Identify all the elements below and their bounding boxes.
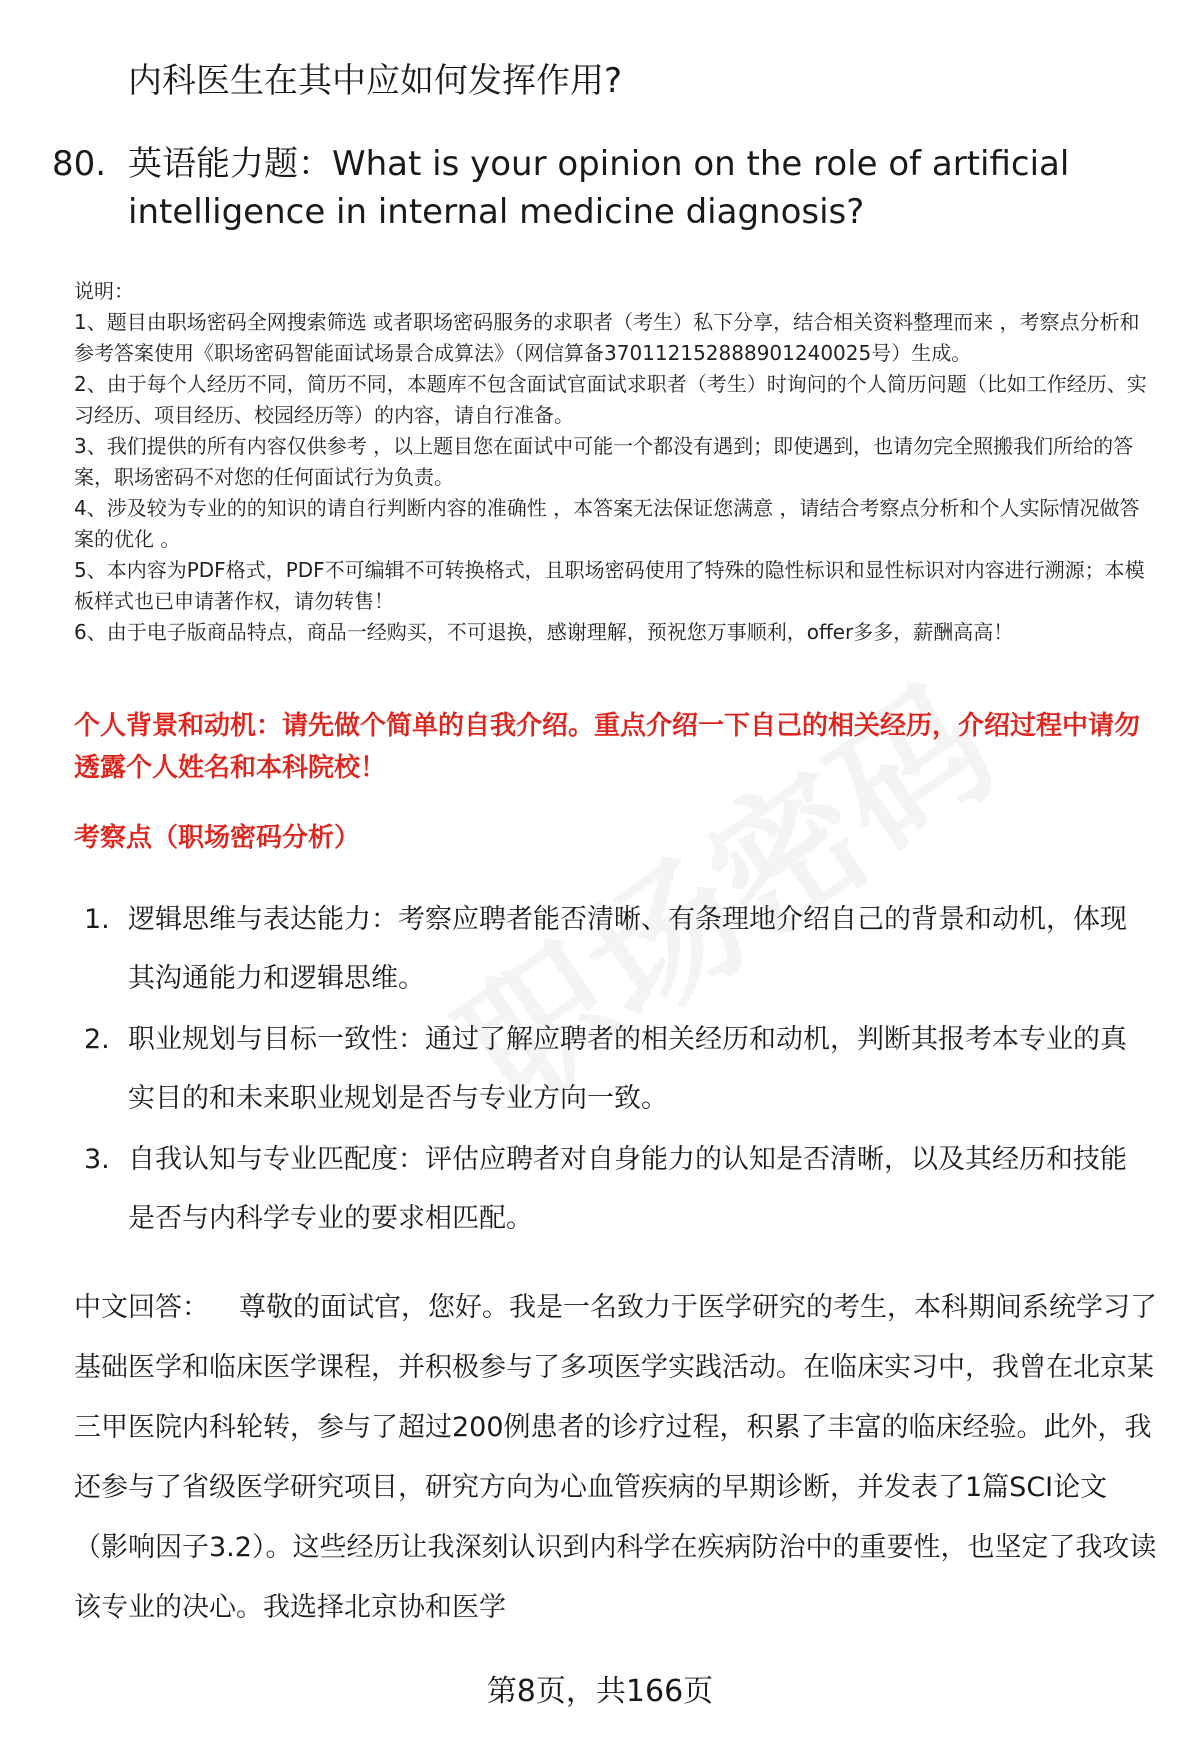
section-title: 个人背景和动机：请先做个简单的自我介绍。重点介绍一下自己的相关经历，介绍过程中请勿透露个人姓名和本科院校！ (74, 711, 1141, 783)
note-item: 2、由于每个人经历不同，简历不同，本题库不包含面试官面试求职者（考生）时询问的个人简历问题（比如工作经历、实习经历、项目经历、校园经历等）的内容，请自行准备。 (74, 372, 1147, 427)
answer-block (74, 1278, 1159, 1638)
point-text: 逻辑思维与表达能力：考察应聘者能否清晰、有条理地介绍自己的背景和动机，体现其沟通能力和逻辑思维。 (128, 904, 1127, 994)
note-item: 3、我们提供的所有内容仅供参考 ，以上题目您在面试中可能一个都没有遇到；即使遇到，也请勿完全照搬我们所给的答案，职场密码不对您的任何面试行为负责。 (74, 434, 1134, 489)
notes-block (74, 276, 1159, 648)
point-number: 2. (84, 1024, 110, 1055)
question-80 (52, 140, 1152, 236)
point-text: 自我认知与专业匹配度：评估应聘者对自身能力的认知是否清晰，以及其经历和技能是否与内科学专业的要求相匹配。 (128, 1144, 1127, 1234)
question-text: 英语能力题：What is your opinion on the role of artificial intelligence in internal medicine diagnosis? (128, 144, 1070, 232)
analysis-points (84, 890, 1144, 1250)
notes-heading: 说明： (74, 279, 134, 303)
note-item: 4、涉及较为专业的的知识的请自行判断内容的准确性 ，本答案无法保证您满意 ，请结合考察点分析和个人实际情况做答案的优化 。 (74, 496, 1140, 551)
question-number: 80. (52, 144, 107, 184)
list-item (84, 1010, 1144, 1128)
note-item: 6、由于电子版商品特点，商品一经购买，不可退换，感谢理解，预祝您万事顺利，offer多多，薪酬高高！ (74, 620, 1014, 644)
list-item (84, 1130, 1144, 1248)
note-item: 5、本内容为PDF格式，PDF不可编辑不可转换格式，且职场密码使用了特殊的隐性标识和显性标识对内容进行溯源；本模板样式也已申请著作权，请勿转售！ (74, 558, 1145, 613)
continuation-line: 内科医生在其中应如何发挥作用? (128, 61, 623, 101)
note-item: 1、题目由职场密码全网搜索筛选 或者职场密码服务的求职者（考生）私下分享，结合相关资料整理而来 ，考察点分析和参考答案使用《职场密码智能面试场景合成算法》（网信算备370112152888901240025号）生成。 (74, 310, 1140, 365)
answer-text: 尊敬的面试官，您好。我是一名致力于医学研究的考生，本科期间系统学习了基础医学和临床医学课程，并积极参与了多项医学实践活动。在临床实习中，我曾在北京某三甲医院内科轮转，参与了超过200例患者的诊疗过程，积累了丰富的临床经验。此外，我还参与了省级医学研究项目，研究方向为心血管疾病的早期诊断，并发表了1篇SCI论文（影响因子3.2）。这些经历让我深刻认识到内科学在疾病防治中的重要性，也坚定了我攻读该专业的决心。我选择北京协和医学 (74, 1292, 1157, 1623)
page-footer: 第8页，共166页 (486, 1674, 714, 1709)
point-number: 1. (84, 904, 110, 935)
analysis-heading: 考察点（职场密码分析） (74, 823, 361, 853)
list-item (84, 890, 1144, 1008)
answer-label: 中文回答： (74, 1292, 209, 1323)
point-number: 3. (84, 1144, 110, 1175)
point-text: 职业规划与目标一致性：通过了解应聘者的相关经历和动机，判断其报考本专业的真实目的和未来职业规划是否与专业方向一致。 (128, 1024, 1127, 1114)
